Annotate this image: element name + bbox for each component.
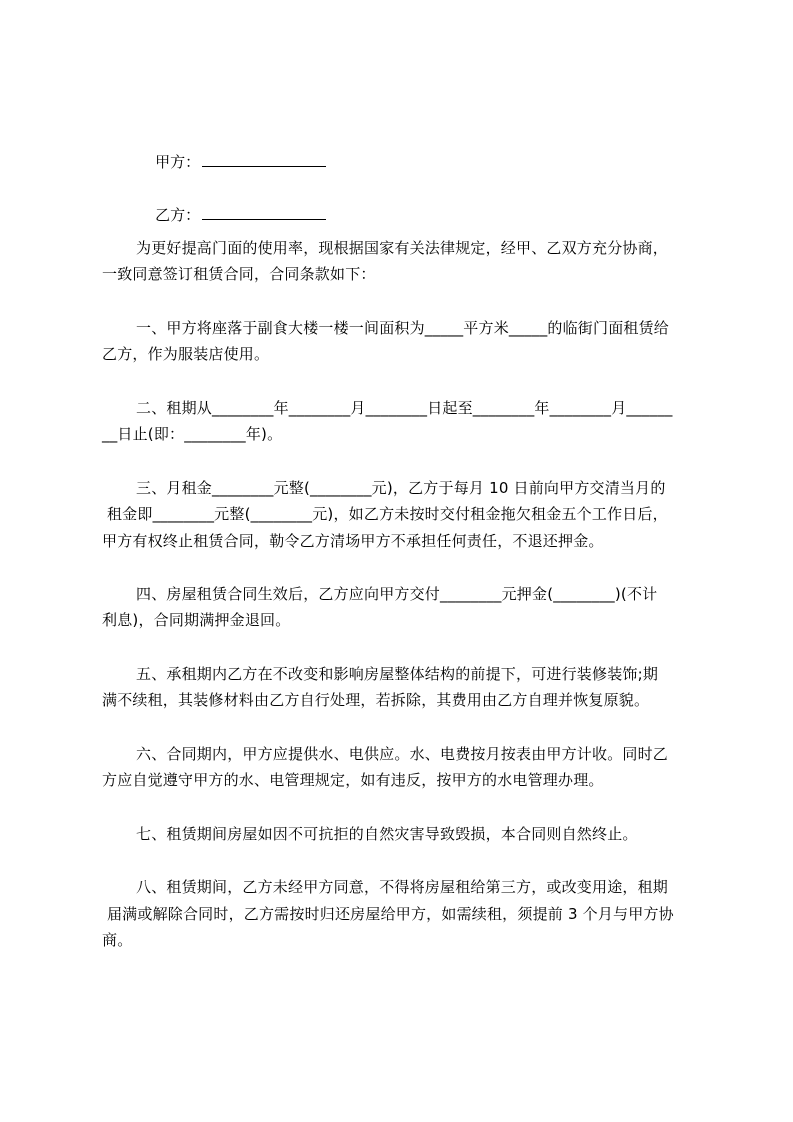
intro-line-1: 为更好提高门面的使用率，现根据国家有关法律规定，经甲、乙双方充分协商，	[136, 239, 669, 257]
party-a-line	[136, 132, 326, 192]
clause6-line-2: 方应自觉遵守甲方的水、电管理规定，如有违反，按甲方的水电管理办理。	[102, 771, 604, 789]
clause2-line-1: 二、租期从________年________月________日起至________年________月______	[136, 399, 673, 417]
clause8-line-2: 届满或解除合同时，乙方需按时归还房屋给甲方，如需续租，须提前 3 个月与甲方协	[102, 905, 674, 923]
clause7-line-1: 七、租赁期间房屋如因不可抗拒的自然灾害导致毁损，本合同则自然终止。	[136, 825, 638, 843]
clause8-line-3: 商。	[102, 931, 133, 949]
clause1-line-1: 一、甲方将座落于副食大楼一楼一间面积为_____平方米_____的临街门面租赁给	[136, 319, 670, 337]
party-b-line	[136, 185, 326, 245]
clause4-line-1: 四、房屋租赁合同生效后，乙方应向甲方交付________元押金(________)(不计	[136, 585, 658, 603]
clause4-line-2: 利息)，合同期满押金退回。	[102, 611, 291, 629]
clause5-line-2: 满不续租，其装修材料由乙方自行处理，若拆除，其费用由乙方自理并恢复原貌。	[102, 691, 650, 709]
party-a-label: 甲方：	[155, 153, 201, 171]
clause3-line-2: 租金即________元整(________元)，如乙方未按时交付租金拖欠租金五个工作日后，	[102, 505, 668, 523]
clause2-line-2: __日止(即：________年)。	[102, 425, 283, 443]
party-b-blank	[202, 205, 326, 220]
clause5-line-1: 五、承租期内乙方在不改变和影响房屋整体结构的前提下，可进行装修装饰;期	[136, 665, 659, 683]
party-b-label: 乙方：	[155, 206, 201, 224]
intro-line-2: 一致同意签订租赁合同，合同条款如下：	[102, 265, 376, 283]
clause3-line-3: 甲方有权终止租赁合同，勒令乙方清场甲方不承担任何责任，不退还押金。	[102, 532, 604, 550]
clause1-line-2: 乙方，作为服装店使用。	[102, 345, 270, 363]
clause6-line-1: 六、合同期内，甲方应提供水、电供应。水、电费按月按表由甲方计收。同时乙	[136, 745, 669, 763]
clause8-line-1: 八、租赁期间，乙方未经甲方同意，不得将房屋租给第三方，或改变用途，租期	[136, 878, 669, 896]
party-a-blank	[202, 152, 326, 167]
clause3-line-1: 三、月租金________元整(________元)，乙方于每月 10 日前向甲方交清当月的	[136, 479, 666, 497]
